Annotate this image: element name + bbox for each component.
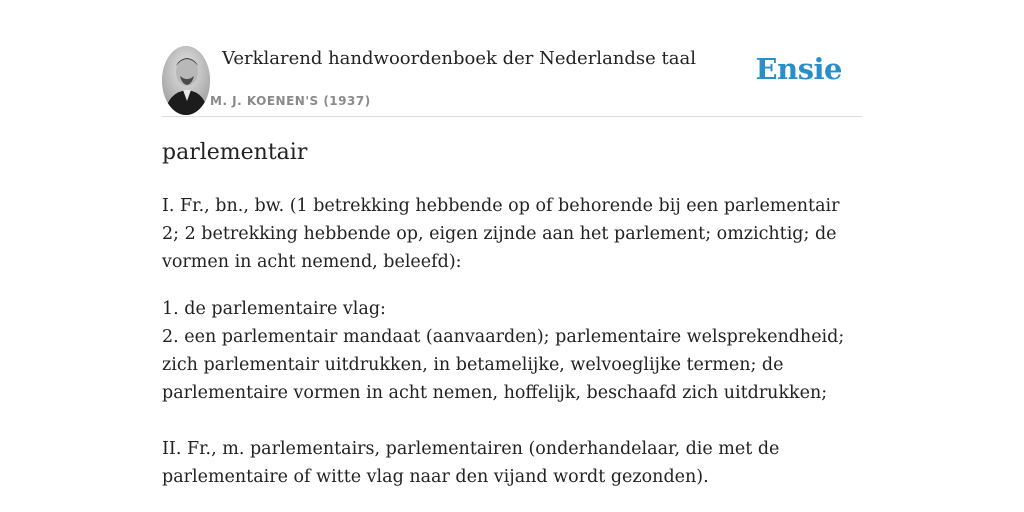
dictionary-header: [162, 46, 862, 117]
page: [162, 0, 862, 512]
definition-paragraph: II. Fr., m. parlementairs, parlementairen (onderhandelaar, die met de parlementaire of witte vlag naar den vijand wordt gezonden).: [162, 439, 780, 487]
entry-headword: parlementair: [162, 140, 308, 165]
book-title: Verklarend handwoordenboek der Nederlandse taal: [222, 48, 696, 69]
definition-paragraph: I. Fr., bn., bw. (1 betrekking hebbende op of behorende bij een parlementair 2; 2 betrekking hebbende op, eigen zijnde aan het parlement; omzichtig; de vormen in acht nemend, beleefd):: [162, 196, 840, 272]
author-portrait-icon: [162, 46, 210, 115]
ensie-logo-link[interactable]: Ensie: [755, 52, 842, 86]
author-label: M. J. KOENEN'S (1937): [210, 94, 371, 108]
definition-paragraph: 2. een parlementair mandaat (aanvaarden); parlementaire welsprekendheid; zich parlementair uitdrukken, in betamelijke, welvoeglijke termen; de parlementaire vormen in acht nemen, hoffelijk, beschaafd zich uitdrukken;: [162, 327, 845, 403]
definition-paragraph: 1. de parlementaire vlag:: [162, 299, 386, 319]
entry-definition: [162, 192, 862, 491]
